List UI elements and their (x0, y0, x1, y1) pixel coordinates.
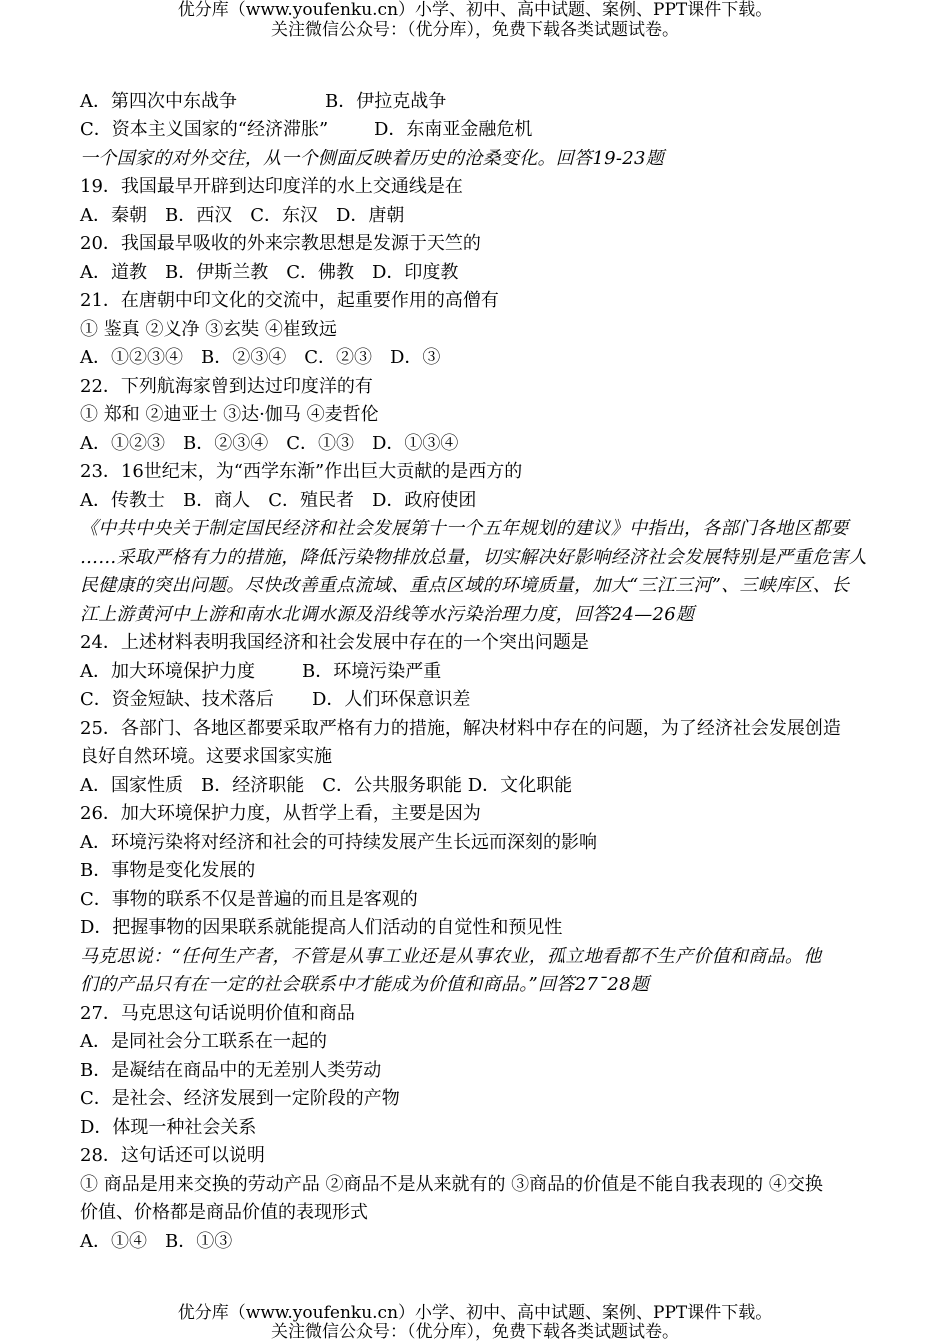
q28-options: A．①④ B．①③ (80, 1231, 233, 1252)
q26-option-a: A．环境污染将对经济和社会的可持续发展产生长远而深刻的影响 (80, 832, 597, 853)
q24-stem: 24．上述材料表明我国经济和社会发展中存在的一个突出问题是 (80, 632, 589, 653)
page-footer-line-1: 优分库（www.youfenku.cn）小学、初中、高中试题、案例、PPT课件下载。 (177, 1303, 773, 1323)
q24-option-c: C．资金短缺、技术落后 (80, 689, 274, 710)
q27-option-a: A．是同社会分工联系在一起的 (80, 1031, 327, 1052)
q24-option-d: D．人们环保意识差 (312, 689, 471, 710)
q21-options: A．①②③④ B．②③④ C．②③ D．③ (80, 347, 441, 368)
page-header-line-1: 优分库（www.youfenku.cn）小学、初中、高中试题、案例、PPT课件下载。 (177, 0, 773, 20)
q24-option-b: B．环境污染严重 (302, 661, 442, 682)
intro-24-26-line-3: 民健康的突出问题。尽快改善重点流域、重点区域的环境质量，加大“三江三河”、三峡库区、长 (80, 575, 850, 596)
q24-option-a: A．加大环境保护力度 (80, 661, 255, 682)
q27-option-c: C．是社会、经济发展到一定阶段的产物 (80, 1088, 400, 1109)
q25-stem-line-2: 良好自然环境。这要求国家实施 (80, 746, 332, 767)
q26-option-c: C．事物的联系不仅是普遍的而且是客观的 (80, 889, 418, 910)
q20-options: A．道教 B．伊斯兰教 C．佛教 D．印度教 (80, 262, 459, 283)
intro-27-28-line-2: 们的产品只有在一定的社会联系中才能成为价值和商品。”回答27¯28题 (80, 974, 650, 995)
q28-items-line-1: ① 商品是用来交换的劳动产品 ②商品不是从来就有的 ③商品的价值是不能自我表现的 ④交换 (80, 1174, 823, 1195)
q21-stem: 21．在唐朝中印文化的交流中，起重要作用的高僧有 (80, 290, 499, 311)
q23-stem: 23．16世纪末，为“西学东渐”作出巨大贡献的是西方的 (80, 461, 523, 482)
intro-19-23: 一个国家的对外交往，从一个侧面反映着历史的沧桑变化。回答19-23题 (80, 148, 665, 169)
intro-24-26-line-2: ……采取严格有力的措施，降低污染物排放总量，切实解决好影响经济社会发展特别是严重危害人 (80, 547, 867, 568)
q27-stem: 27．马克思这句话说明价值和商品 (80, 1003, 355, 1024)
intro-27-28-line-1: 马克思说：“任何生产者，不管是从事工业还是从事农业，孤立地看都不生产价值和商品。他 (80, 946, 822, 967)
q25-stem-line-1: 25．各部门、各地区都要采取严格有力的措施，解决材料中存在的问题，为了经济社会发展创造 (80, 718, 841, 739)
intro-24-26-line-4: 江上游黄河中上游和南水北调水源及沿线等水污染治理力度，回答24—26题 (80, 604, 695, 625)
q22-options: A．①②③ B．②③④ C．①③ D．①③④ (80, 433, 459, 454)
q28-items-line-2: 价值、价格都是商品价值的表现形式 (80, 1202, 368, 1223)
q26-option-d: D．把握事物的因果联系就能提高人们活动的自觉性和预见性 (80, 917, 563, 938)
page-header-line-2: 关注微信公众号：（优分库），免费下载各类试题试卷。 (271, 20, 679, 40)
q18-options-row-2 (80, 118, 532, 142)
q26-stem: 26．加大环境保护力度，从哲学上看，主要是因为 (80, 803, 481, 824)
q24-options-row-2 (80, 688, 470, 712)
q27-option-d: D．体现一种社会关系 (80, 1117, 257, 1138)
q18-option-c: C．资本主义国家的“经济滞胀” (80, 119, 329, 140)
q24-options-row-1 (80, 660, 441, 684)
q25-options: A．国家性质 B．经济职能 C．公共服务职能 D．文化职能 (80, 775, 573, 796)
q19-stem: 19．我国最早开辟到达印度洋的水上交通线是在 (80, 176, 463, 197)
q21-items: ① 鉴真 ②义净 ③玄奘 ④崔致远 (80, 319, 337, 340)
q26-option-b: B．事物是变化发展的 (80, 860, 256, 881)
q19-options: A．秦朝 B．西汉 C．东汉 D．唐朝 (80, 205, 405, 226)
q18-option-a: A．第四次中东战争 (80, 91, 237, 112)
q18-options-row-1 (80, 90, 446, 114)
page-footer-line-2: 关注微信公众号：（优分库），免费下载各类试题试卷。 (271, 1322, 679, 1342)
q28-stem: 28．这句话还可以说明 (80, 1145, 265, 1166)
q22-stem: 22．下列航海家曾到达过印度洋的有 (80, 376, 373, 397)
q27-option-b: B．是凝结在商品中的无差别人类劳动 (80, 1060, 382, 1081)
intro-24-26-line-1: 《中共中央关于制定国民经济和社会发展第十一个五年规划的建议》中指出，各部门各地区都要 (80, 518, 849, 539)
q18-option-b: B．伊拉克战争 (325, 91, 447, 112)
q18-option-d: D．东南亚金融危机 (374, 119, 533, 140)
q20-stem: 20．我国最早吸收的外来宗教思想是发源于天竺的 (80, 233, 481, 254)
q22-items: ① 郑和 ②迪亚士 ③达·伽马 ④麦哲伦 (80, 404, 379, 425)
q23-options: A．传教士 B．商人 C．殖民者 D．政府使团 (80, 490, 477, 511)
